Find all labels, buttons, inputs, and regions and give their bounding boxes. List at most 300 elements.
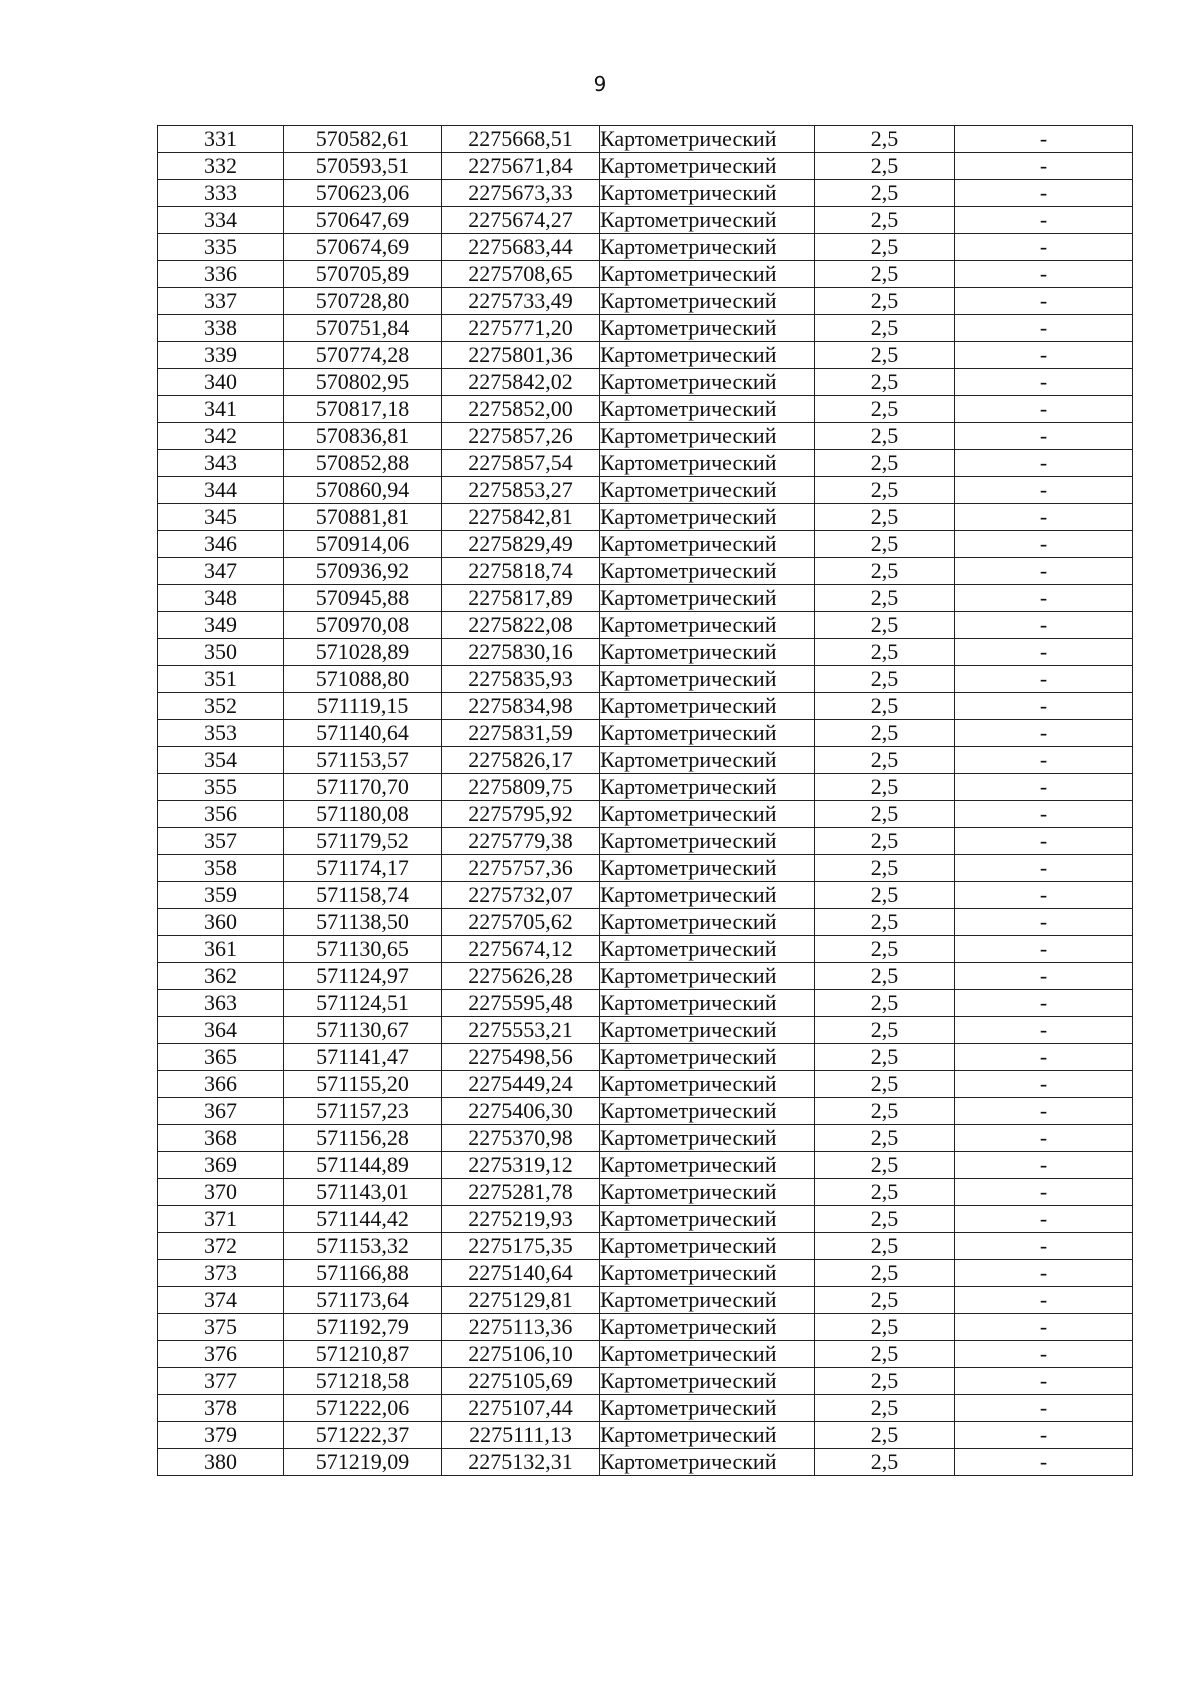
- x-coordinate-cell: 571173,64: [284, 1287, 442, 1314]
- x-coordinate-cell: 571144,89: [284, 1152, 442, 1179]
- note-cell: -: [955, 1341, 1133, 1368]
- x-coordinate-cell: 571143,01: [284, 1179, 442, 1206]
- x-coordinate-cell: 571028,89: [284, 639, 442, 666]
- note-cell: -: [955, 126, 1133, 153]
- table-row: [158, 558, 1133, 585]
- accuracy-cell: 2,5: [815, 1152, 955, 1179]
- note-cell: -: [955, 504, 1133, 531]
- accuracy-cell: 2,5: [815, 207, 955, 234]
- accuracy-cell: 2,5: [815, 1314, 955, 1341]
- note-cell: -: [955, 1044, 1133, 1071]
- note-cell: -: [955, 1233, 1133, 1260]
- accuracy-cell: 2,5: [815, 153, 955, 180]
- point-number-cell: 346: [158, 531, 284, 558]
- accuracy-cell: 2,5: [815, 855, 955, 882]
- x-coordinate-cell: 570751,84: [284, 315, 442, 342]
- point-number-cell: 367: [158, 1098, 284, 1125]
- y-coordinate-cell: 2275219,93: [442, 1206, 600, 1233]
- y-coordinate-cell: 2275771,20: [442, 315, 600, 342]
- point-number-cell: 379: [158, 1422, 284, 1449]
- table-row: [158, 585, 1133, 612]
- note-cell: -: [955, 909, 1133, 936]
- accuracy-cell: 2,5: [815, 1341, 955, 1368]
- x-coordinate-cell: 570674,69: [284, 234, 442, 261]
- accuracy-cell: 2,5: [815, 1260, 955, 1287]
- x-coordinate-cell: 570774,28: [284, 342, 442, 369]
- table-row: [158, 369, 1133, 396]
- y-coordinate-cell: 2275105,69: [442, 1368, 600, 1395]
- note-cell: -: [955, 855, 1133, 882]
- accuracy-cell: 2,5: [815, 747, 955, 774]
- method-cell: Картометрический: [600, 1044, 815, 1071]
- table-row: [158, 153, 1133, 180]
- point-number-cell: 368: [158, 1125, 284, 1152]
- y-coordinate-cell: 2275449,24: [442, 1071, 600, 1098]
- method-cell: Картометрический: [600, 909, 815, 936]
- accuracy-cell: 2,5: [815, 1044, 955, 1071]
- table-row: [158, 1152, 1133, 1179]
- y-coordinate-cell: 2275674,12: [442, 936, 600, 963]
- note-cell: -: [955, 1206, 1133, 1233]
- point-number-cell: 344: [158, 477, 284, 504]
- x-coordinate-cell: 571174,17: [284, 855, 442, 882]
- y-coordinate-cell: 2275113,36: [442, 1314, 600, 1341]
- y-coordinate-cell: 2275668,51: [442, 126, 600, 153]
- table-row: [158, 1449, 1133, 1476]
- accuracy-cell: 2,5: [815, 1449, 955, 1476]
- accuracy-cell: 2,5: [815, 342, 955, 369]
- accuracy-cell: 2,5: [815, 639, 955, 666]
- x-coordinate-cell: 570593,51: [284, 153, 442, 180]
- accuracy-cell: 2,5: [815, 612, 955, 639]
- x-coordinate-cell: 571124,97: [284, 963, 442, 990]
- note-cell: -: [955, 693, 1133, 720]
- method-cell: Картометрический: [600, 693, 815, 720]
- note-cell: -: [955, 1395, 1133, 1422]
- accuracy-cell: 2,5: [815, 1287, 955, 1314]
- note-cell: -: [955, 423, 1133, 450]
- method-cell: Картометрический: [600, 1206, 815, 1233]
- note-cell: -: [955, 639, 1133, 666]
- accuracy-cell: 2,5: [815, 693, 955, 720]
- table-row: [158, 1314, 1133, 1341]
- x-coordinate-cell: 571158,74: [284, 882, 442, 909]
- note-cell: -: [955, 720, 1133, 747]
- note-cell: -: [955, 747, 1133, 774]
- y-coordinate-cell: 2275842,02: [442, 369, 600, 396]
- x-coordinate-cell: 571210,87: [284, 1341, 442, 1368]
- point-number-cell: 375: [158, 1314, 284, 1341]
- x-coordinate-cell: 571157,23: [284, 1098, 442, 1125]
- y-coordinate-cell: 2275175,35: [442, 1233, 600, 1260]
- accuracy-cell: 2,5: [815, 774, 955, 801]
- y-coordinate-cell: 2275842,81: [442, 504, 600, 531]
- y-coordinate-cell: 2275809,75: [442, 774, 600, 801]
- point-number-cell: 374: [158, 1287, 284, 1314]
- method-cell: Картометрический: [600, 1260, 815, 1287]
- note-cell: -: [955, 315, 1133, 342]
- point-number-cell: 345: [158, 504, 284, 531]
- point-number-cell: 349: [158, 612, 284, 639]
- point-number-cell: 347: [158, 558, 284, 585]
- y-coordinate-cell: 2275406,30: [442, 1098, 600, 1125]
- accuracy-cell: 2,5: [815, 369, 955, 396]
- note-cell: -: [955, 990, 1133, 1017]
- x-coordinate-cell: 570817,18: [284, 396, 442, 423]
- method-cell: Картометрический: [600, 1314, 815, 1341]
- coordinates-table: [157, 125, 1133, 1476]
- method-cell: Картометрический: [600, 639, 815, 666]
- method-cell: Картометрический: [600, 882, 815, 909]
- table-row: [158, 1098, 1133, 1125]
- y-coordinate-cell: 2275831,59: [442, 720, 600, 747]
- accuracy-cell: 2,5: [815, 261, 955, 288]
- x-coordinate-cell: 570936,92: [284, 558, 442, 585]
- method-cell: Картометрический: [600, 423, 815, 450]
- y-coordinate-cell: 2275671,84: [442, 153, 600, 180]
- y-coordinate-cell: 2275708,65: [442, 261, 600, 288]
- x-coordinate-cell: 570705,89: [284, 261, 442, 288]
- point-number-cell: 373: [158, 1260, 284, 1287]
- method-cell: Картометрический: [600, 1395, 815, 1422]
- accuracy-cell: 2,5: [815, 1233, 955, 1260]
- note-cell: -: [955, 369, 1133, 396]
- y-coordinate-cell: 2275853,27: [442, 477, 600, 504]
- table-row: [158, 1206, 1133, 1233]
- x-coordinate-cell: 570802,95: [284, 369, 442, 396]
- x-coordinate-cell: 571124,51: [284, 990, 442, 1017]
- note-cell: -: [955, 828, 1133, 855]
- y-coordinate-cell: 2275835,93: [442, 666, 600, 693]
- x-coordinate-cell: 570914,06: [284, 531, 442, 558]
- accuracy-cell: 2,5: [815, 531, 955, 558]
- x-coordinate-cell: 570860,94: [284, 477, 442, 504]
- x-coordinate-cell: 571179,52: [284, 828, 442, 855]
- method-cell: Картометрический: [600, 477, 815, 504]
- method-cell: Картометрический: [600, 396, 815, 423]
- accuracy-cell: 2,5: [815, 234, 955, 261]
- y-coordinate-cell: 2275498,56: [442, 1044, 600, 1071]
- method-cell: Картометрический: [600, 936, 815, 963]
- method-cell: Картометрический: [600, 1125, 815, 1152]
- method-cell: Картометрический: [600, 855, 815, 882]
- point-number-cell: 333: [158, 180, 284, 207]
- accuracy-cell: 2,5: [815, 558, 955, 585]
- accuracy-cell: 2,5: [815, 828, 955, 855]
- accuracy-cell: 2,5: [815, 1179, 955, 1206]
- note-cell: -: [955, 342, 1133, 369]
- x-coordinate-cell: 571088,80: [284, 666, 442, 693]
- y-coordinate-cell: 2275852,00: [442, 396, 600, 423]
- accuracy-cell: 2,5: [815, 1206, 955, 1233]
- method-cell: Картометрический: [600, 531, 815, 558]
- y-coordinate-cell: 2275107,44: [442, 1395, 600, 1422]
- point-number-cell: 361: [158, 936, 284, 963]
- method-cell: Картометрический: [600, 288, 815, 315]
- accuracy-cell: 2,5: [815, 801, 955, 828]
- note-cell: -: [955, 612, 1133, 639]
- table-row: [158, 909, 1133, 936]
- note-cell: -: [955, 477, 1133, 504]
- table-row: [158, 720, 1133, 747]
- table-row: [158, 963, 1133, 990]
- y-coordinate-cell: 2275801,36: [442, 342, 600, 369]
- x-coordinate-cell: 570836,81: [284, 423, 442, 450]
- y-coordinate-cell: 2275595,48: [442, 990, 600, 1017]
- accuracy-cell: 2,5: [815, 1125, 955, 1152]
- method-cell: Картометрический: [600, 747, 815, 774]
- point-number-cell: 355: [158, 774, 284, 801]
- method-cell: Картометрический: [600, 234, 815, 261]
- method-cell: Картометрический: [600, 180, 815, 207]
- method-cell: Картометрический: [600, 1233, 815, 1260]
- point-number-cell: 342: [158, 423, 284, 450]
- note-cell: -: [955, 585, 1133, 612]
- x-coordinate-cell: 570945,88: [284, 585, 442, 612]
- note-cell: -: [955, 936, 1133, 963]
- accuracy-cell: 2,5: [815, 477, 955, 504]
- x-coordinate-cell: 571153,32: [284, 1233, 442, 1260]
- accuracy-cell: 2,5: [815, 990, 955, 1017]
- y-coordinate-cell: 2275757,36: [442, 855, 600, 882]
- table-row: [158, 288, 1133, 315]
- y-coordinate-cell: 2275822,08: [442, 612, 600, 639]
- point-number-cell: 354: [158, 747, 284, 774]
- note-cell: -: [955, 234, 1133, 261]
- accuracy-cell: 2,5: [815, 423, 955, 450]
- note-cell: -: [955, 288, 1133, 315]
- x-coordinate-cell: 571119,15: [284, 693, 442, 720]
- table-row: [158, 774, 1133, 801]
- y-coordinate-cell: 2275129,81: [442, 1287, 600, 1314]
- x-coordinate-cell: 571170,70: [284, 774, 442, 801]
- method-cell: Картометрический: [600, 450, 815, 477]
- table-row: [158, 1125, 1133, 1152]
- method-cell: Картометрический: [600, 1179, 815, 1206]
- table-row: [158, 666, 1133, 693]
- note-cell: -: [955, 666, 1133, 693]
- note-cell: -: [955, 882, 1133, 909]
- method-cell: Картометрический: [600, 774, 815, 801]
- point-number-cell: 370: [158, 1179, 284, 1206]
- note-cell: -: [955, 558, 1133, 585]
- y-coordinate-cell: 2275673,33: [442, 180, 600, 207]
- accuracy-cell: 2,5: [815, 585, 955, 612]
- y-coordinate-cell: 2275674,27: [442, 207, 600, 234]
- accuracy-cell: 2,5: [815, 1098, 955, 1125]
- x-coordinate-cell: 570623,06: [284, 180, 442, 207]
- accuracy-cell: 2,5: [815, 126, 955, 153]
- x-coordinate-cell: 570881,81: [284, 504, 442, 531]
- method-cell: Картометрический: [600, 612, 815, 639]
- note-cell: -: [955, 1287, 1133, 1314]
- accuracy-cell: 2,5: [815, 180, 955, 207]
- y-coordinate-cell: 2275795,92: [442, 801, 600, 828]
- y-coordinate-cell: 2275626,28: [442, 963, 600, 990]
- note-cell: -: [955, 963, 1133, 990]
- table-row: [158, 1422, 1133, 1449]
- method-cell: Картометрический: [600, 720, 815, 747]
- accuracy-cell: 2,5: [815, 450, 955, 477]
- y-coordinate-cell: 2275319,12: [442, 1152, 600, 1179]
- method-cell: Картометрический: [600, 126, 815, 153]
- y-coordinate-cell: 2275818,74: [442, 558, 600, 585]
- table-row: [158, 1179, 1133, 1206]
- method-cell: Картометрический: [600, 990, 815, 1017]
- table-row: [158, 1017, 1133, 1044]
- table-row: [158, 423, 1133, 450]
- accuracy-cell: 2,5: [815, 882, 955, 909]
- accuracy-cell: 2,5: [815, 315, 955, 342]
- x-coordinate-cell: 571144,42: [284, 1206, 442, 1233]
- accuracy-cell: 2,5: [815, 1017, 955, 1044]
- table-row: [158, 855, 1133, 882]
- method-cell: Картометрический: [600, 1287, 815, 1314]
- point-number-cell: 338: [158, 315, 284, 342]
- table-row: [158, 1287, 1133, 1314]
- x-coordinate-cell: 570582,61: [284, 126, 442, 153]
- y-coordinate-cell: 2275817,89: [442, 585, 600, 612]
- x-coordinate-cell: 571222,06: [284, 1395, 442, 1422]
- method-cell: Картометрический: [600, 1152, 815, 1179]
- note-cell: -: [955, 1017, 1133, 1044]
- point-number-cell: 332: [158, 153, 284, 180]
- method-cell: Картометрический: [600, 1368, 815, 1395]
- y-coordinate-cell: 2275779,38: [442, 828, 600, 855]
- method-cell: Картометрический: [600, 585, 815, 612]
- note-cell: -: [955, 1368, 1133, 1395]
- x-coordinate-cell: 571222,37: [284, 1422, 442, 1449]
- table-row: [158, 1395, 1133, 1422]
- point-number-cell: 335: [158, 234, 284, 261]
- note-cell: -: [955, 180, 1133, 207]
- x-coordinate-cell: 571218,58: [284, 1368, 442, 1395]
- point-number-cell: 352: [158, 693, 284, 720]
- y-coordinate-cell: 2275683,44: [442, 234, 600, 261]
- table-row: [158, 639, 1133, 666]
- x-coordinate-cell: 571156,28: [284, 1125, 442, 1152]
- x-coordinate-cell: 571180,08: [284, 801, 442, 828]
- table-row: [158, 234, 1133, 261]
- table-row: [158, 882, 1133, 909]
- y-coordinate-cell: 2275732,07: [442, 882, 600, 909]
- method-cell: Картометрический: [600, 1341, 815, 1368]
- note-cell: -: [955, 531, 1133, 558]
- method-cell: Картометрический: [600, 801, 815, 828]
- point-number-cell: 380: [158, 1449, 284, 1476]
- y-coordinate-cell: 2275834,98: [442, 693, 600, 720]
- note-cell: -: [955, 1422, 1133, 1449]
- point-number-cell: 360: [158, 909, 284, 936]
- table-row: [158, 1341, 1133, 1368]
- accuracy-cell: 2,5: [815, 288, 955, 315]
- table-row: [158, 1233, 1133, 1260]
- point-number-cell: 331: [158, 126, 284, 153]
- table-row: [158, 342, 1133, 369]
- table-row: [158, 504, 1133, 531]
- y-coordinate-cell: 2275829,49: [442, 531, 600, 558]
- y-coordinate-cell: 2275553,21: [442, 1017, 600, 1044]
- y-coordinate-cell: 2275106,10: [442, 1341, 600, 1368]
- accuracy-cell: 2,5: [815, 1422, 955, 1449]
- y-coordinate-cell: 2275370,98: [442, 1125, 600, 1152]
- point-number-cell: 353: [158, 720, 284, 747]
- table-row: [158, 1071, 1133, 1098]
- point-number-cell: 337: [158, 288, 284, 315]
- point-number-cell: 350: [158, 639, 284, 666]
- point-number-cell: 343: [158, 450, 284, 477]
- method-cell: Картометрический: [600, 828, 815, 855]
- table-row: [158, 477, 1133, 504]
- method-cell: Картометрический: [600, 315, 815, 342]
- method-cell: Картометрический: [600, 369, 815, 396]
- table-row: [158, 315, 1133, 342]
- note-cell: -: [955, 1260, 1133, 1287]
- point-number-cell: 363: [158, 990, 284, 1017]
- note-cell: -: [955, 207, 1133, 234]
- y-coordinate-cell: 2275826,17: [442, 747, 600, 774]
- accuracy-cell: 2,5: [815, 504, 955, 531]
- method-cell: Картометрический: [600, 1098, 815, 1125]
- method-cell: Картометрический: [600, 666, 815, 693]
- y-coordinate-cell: 2275857,54: [442, 450, 600, 477]
- y-coordinate-cell: 2275857,26: [442, 423, 600, 450]
- table-row: [158, 261, 1133, 288]
- x-coordinate-cell: 571141,47: [284, 1044, 442, 1071]
- page-number: 9: [593, 72, 607, 96]
- table-row: [158, 828, 1133, 855]
- method-cell: Картометрический: [600, 153, 815, 180]
- point-number-cell: 339: [158, 342, 284, 369]
- point-number-cell: 377: [158, 1368, 284, 1395]
- accuracy-cell: 2,5: [815, 1395, 955, 1422]
- point-number-cell: 376: [158, 1341, 284, 1368]
- method-cell: Картометрический: [600, 342, 815, 369]
- method-cell: Картометрический: [600, 1449, 815, 1476]
- point-number-cell: 341: [158, 396, 284, 423]
- y-coordinate-cell: 2275830,16: [442, 639, 600, 666]
- note-cell: -: [955, 1314, 1133, 1341]
- table-row: [158, 612, 1133, 639]
- point-number-cell: 362: [158, 963, 284, 990]
- x-coordinate-cell: 571130,65: [284, 936, 442, 963]
- coordinates-table-body: [158, 126, 1133, 1476]
- note-cell: -: [955, 1125, 1133, 1152]
- x-coordinate-cell: 570647,69: [284, 207, 442, 234]
- point-number-cell: 351: [158, 666, 284, 693]
- x-coordinate-cell: 571192,79: [284, 1314, 442, 1341]
- method-cell: Картометрический: [600, 504, 815, 531]
- table-row: [158, 126, 1133, 153]
- table-row: [158, 747, 1133, 774]
- table-row: [158, 531, 1133, 558]
- y-coordinate-cell: 2275281,78: [442, 1179, 600, 1206]
- method-cell: Картометрический: [600, 558, 815, 585]
- point-number-cell: 371: [158, 1206, 284, 1233]
- method-cell: Картометрический: [600, 261, 815, 288]
- table-row: [158, 693, 1133, 720]
- table-row: [158, 180, 1133, 207]
- point-number-cell: 372: [158, 1233, 284, 1260]
- accuracy-cell: 2,5: [815, 936, 955, 963]
- y-coordinate-cell: 2275140,64: [442, 1260, 600, 1287]
- point-number-cell: 358: [158, 855, 284, 882]
- point-number-cell: 364: [158, 1017, 284, 1044]
- x-coordinate-cell: 571219,09: [284, 1449, 442, 1476]
- table-row: [158, 936, 1133, 963]
- x-coordinate-cell: 571130,67: [284, 1017, 442, 1044]
- method-cell: Картометрический: [600, 1422, 815, 1449]
